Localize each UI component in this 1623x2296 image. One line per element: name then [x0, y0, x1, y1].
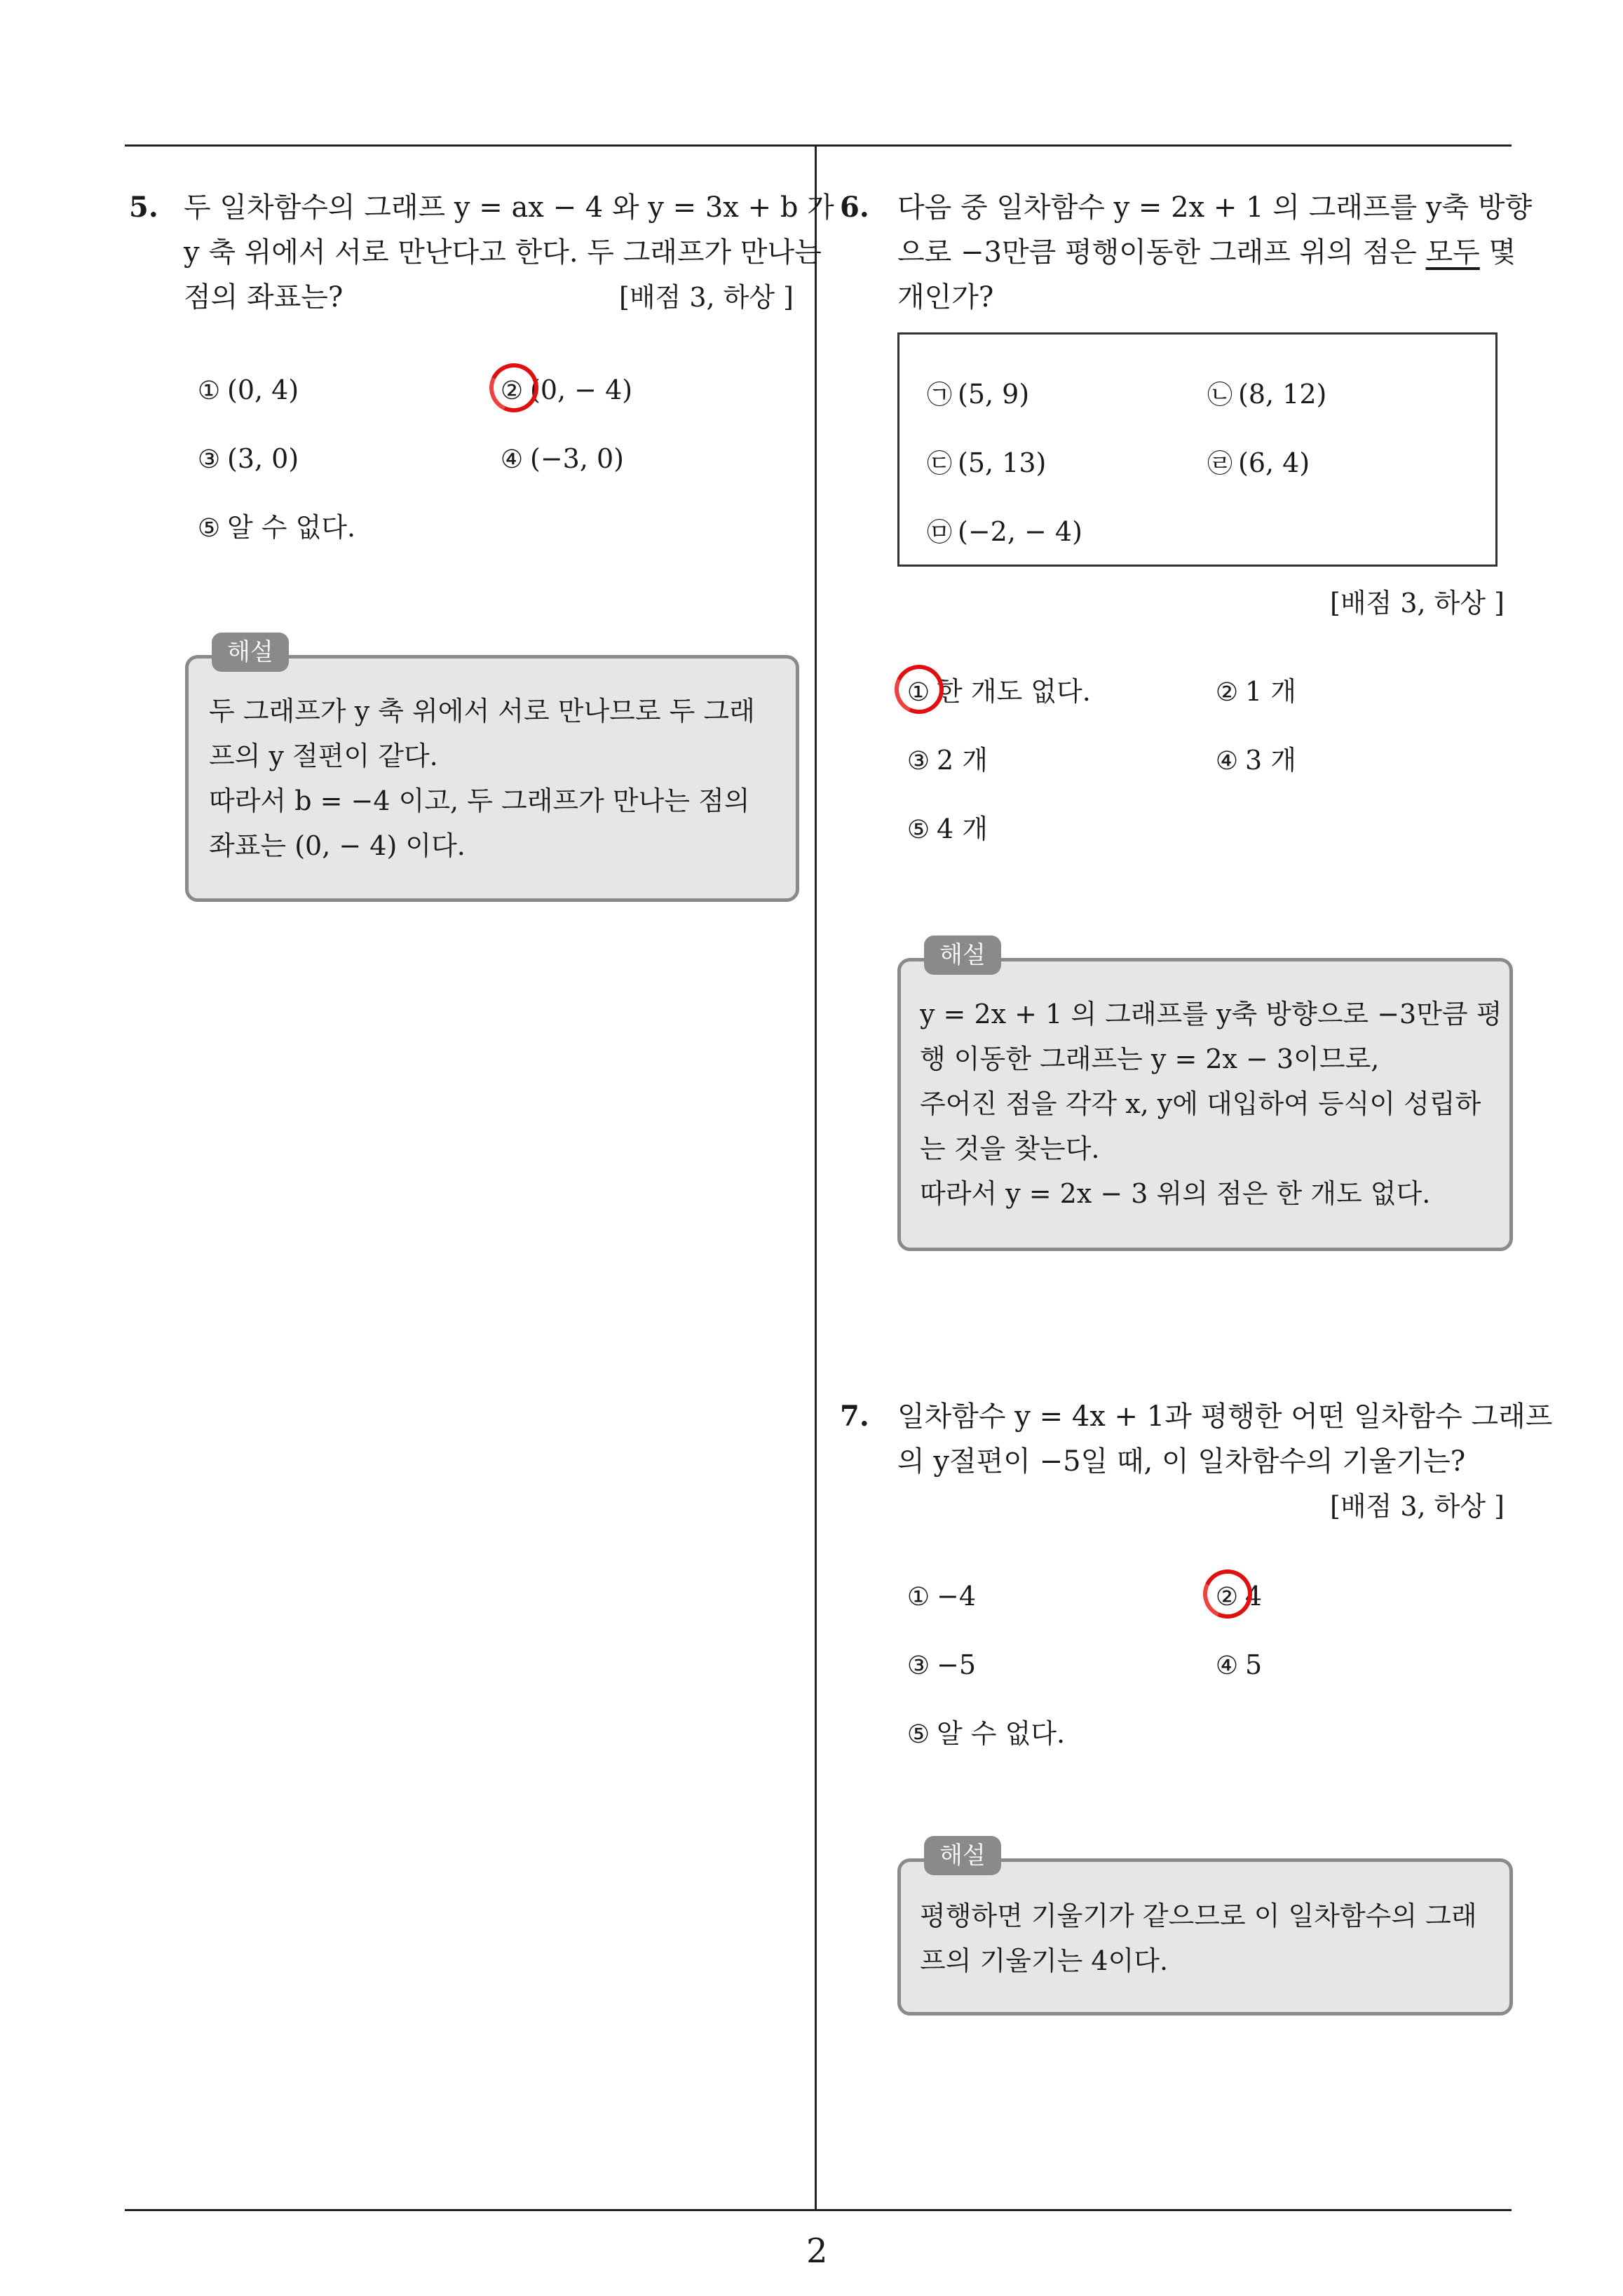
choice-1[interactable] [900, 1582, 976, 1612]
choice-mark: ⑤ [197, 514, 221, 543]
choice-2[interactable] [1209, 677, 1296, 707]
question-text: y 축 위에서 서로 만난다고 한다. 두 그래프가 만나는 [184, 236, 822, 269]
solution-text: 따라서 y = 2x − 3 위의 점은 한 개도 없다. [920, 1178, 1431, 1209]
solution-tag: 해설 [924, 936, 1001, 975]
underlined-word: 모두 [1425, 236, 1480, 269]
choice-text: −5 [937, 1649, 977, 1680]
point-mark: ㉢ [926, 450, 952, 478]
point-text: (5, 13) [958, 447, 1047, 478]
choice-text: 4 [1245, 1581, 1263, 1612]
choice-text: (−3, 0) [530, 443, 625, 474]
score-label: [배점 3, 하상 ] [619, 282, 794, 313]
choice-mark: ⑤ [906, 816, 930, 844]
choice-mark: ④ [1215, 747, 1239, 776]
solution-text: 프의 기울기는 4이다. [920, 1945, 1169, 1976]
solution-text: 행 이동한 그래프는 y = 2x − 3이므로, [920, 1044, 1380, 1074]
choice-4[interactable] [1209, 1651, 1262, 1680]
solution-box [897, 1858, 1513, 2015]
score-label: [배점 3, 하상 ] [1330, 1491, 1505, 1522]
choice-3[interactable] [900, 1651, 976, 1680]
answer-circle-mark [1196, 1562, 1259, 1626]
choice-text: (0, − 4) [530, 374, 633, 405]
question-number: 5. [129, 191, 158, 224]
choice-3[interactable] [900, 746, 988, 776]
choice-text: 알 수 없다. [937, 1718, 1066, 1749]
choice-4[interactable] [494, 445, 624, 474]
point-mark: ㉠ [926, 381, 952, 410]
choice-mark: ② [1215, 678, 1239, 707]
point-mark: ㉣ [1207, 450, 1232, 478]
question-text: 개인가? [897, 281, 994, 313]
solution-tag: 해설 [924, 1836, 1001, 1875]
solution-text: 평행하면 기울기가 같으므로 이 일차함수의 그래 [920, 1900, 1477, 1931]
choice-text: 5 [1245, 1649, 1263, 1680]
solution-text: 두 그래프가 y 축 위에서 서로 만나므로 두 그래 [209, 696, 755, 727]
question-text: 두 일차함수의 그래프 y = ax − 4 와 y = 3x + b 가 [184, 191, 834, 224]
question-text-part: 으로 −3만큼 평행이동한 그래프 위의 점은 [897, 236, 1426, 269]
question-text: 의 y절편이 −5일 때, 이 일차함수의 기울기는? [897, 1445, 1466, 1478]
solution-box [185, 655, 799, 902]
choice-4[interactable] [1209, 746, 1296, 776]
choice-text: −4 [937, 1581, 977, 1612]
solution-tag: 해설 [212, 633, 289, 672]
choice-5[interactable] [900, 815, 988, 844]
point-mark: ㉤ [926, 518, 952, 547]
column-divider [815, 144, 817, 2210]
choice-text: 알 수 없다. [227, 512, 356, 543]
question-text: 일차함수 y = 4x + 1과 평행한 어떤 일차함수 그래프 [897, 1400, 1553, 1433]
choice-text: 한 개도 없다. [937, 676, 1091, 707]
bottom-rule [125, 2209, 1512, 2211]
choice-5[interactable] [900, 1720, 1065, 1749]
choice-text: 4 개 [937, 813, 988, 844]
solution-text: 좌표는 (0, − 4) 이다. [209, 830, 466, 861]
question-text: 점의 좌표는? [184, 281, 344, 313]
point-text: (5, 9) [958, 379, 1030, 410]
question-number: 6. [840, 191, 869, 224]
solution-text: y = 2x + 1 의 그래프를 y축 방향으로 −3만큼 평 [920, 999, 1502, 1029]
choice-mark: ① [197, 377, 221, 405]
choice-mark: ① [906, 1583, 930, 1612]
answer-circle-mark [888, 658, 951, 721]
answer-circle-mark [482, 356, 545, 419]
question-text-part: 몇 [1479, 236, 1516, 269]
choice-text: 2 개 [937, 745, 988, 776]
choice-text: (0, 4) [227, 374, 299, 405]
question-text [897, 236, 1516, 269]
solution-text: 주어진 점을 각각 x, y에 대입하여 등식이 성립하 [920, 1088, 1481, 1119]
solution-text: 따라서 b = −4 이고, 두 그래프가 만나는 점의 [209, 785, 750, 816]
point-item [1202, 380, 1326, 410]
choice-5[interactable] [191, 513, 355, 543]
point-text: (−2, − 4) [958, 516, 1082, 547]
choice-mark: ② [500, 377, 524, 405]
question-text: 다음 중 일차함수 y = 2x + 1 의 그래프를 y축 방향 [897, 191, 1533, 224]
choice-mark: ③ [197, 445, 221, 474]
page-number: 2 [806, 2231, 828, 2271]
top-rule [125, 144, 1512, 147]
point-mark: ㉡ [1207, 381, 1232, 410]
choice-mark: ⑤ [906, 1720, 930, 1749]
solution-text: 프의 y 절편이 같다. [209, 741, 438, 771]
point-text: (8, 12) [1238, 379, 1327, 410]
choice-mark: ② [1215, 1583, 1239, 1612]
point-item [921, 380, 1029, 410]
choice-text: (3, 0) [227, 443, 299, 474]
point-text: (6, 4) [1238, 447, 1310, 478]
question-number: 7. [840, 1400, 869, 1433]
choice-text: 1 개 [1245, 676, 1296, 707]
choice-mark: ③ [906, 747, 930, 776]
choice-mark: ④ [500, 445, 524, 474]
score-label: [배점 3, 하상 ] [1330, 588, 1505, 619]
point-item [1202, 449, 1310, 478]
point-item [921, 449, 1046, 478]
choice-mark: ④ [1215, 1652, 1239, 1680]
choice-3[interactable] [191, 445, 299, 474]
choice-mark: ③ [906, 1652, 930, 1680]
point-item [921, 518, 1082, 547]
choice-1[interactable] [191, 376, 299, 405]
choice-mark: ① [906, 678, 930, 707]
choice-text: 3 개 [1245, 745, 1296, 776]
solution-text: 는 것을 찾는다. [920, 1133, 1100, 1164]
